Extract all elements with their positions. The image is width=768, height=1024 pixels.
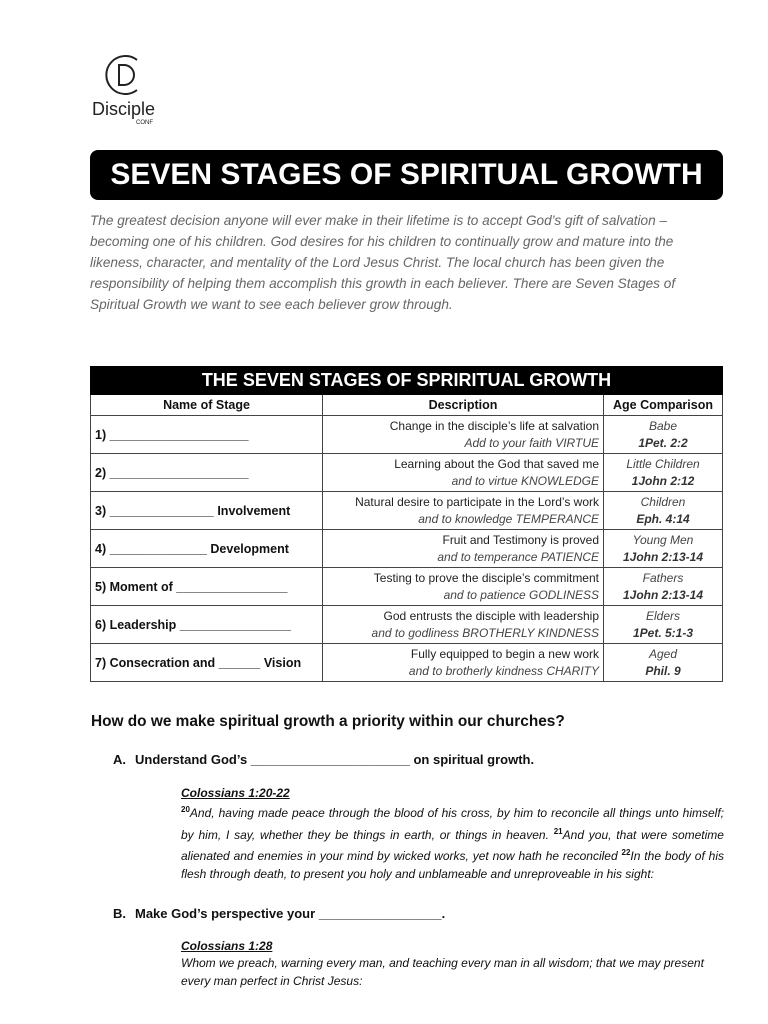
stage-description: Fruit and Testimony is proved (442, 532, 599, 547)
logo-sub: CONF (136, 120, 153, 126)
stage-description: Testing to prove the disciple’s commitment (373, 570, 599, 585)
stage-virtue: and to virtue KNOWLEDGE (451, 473, 599, 488)
age-comparison: Little Children (626, 456, 700, 471)
age-reference: 1Pet. 5:1-3 (632, 625, 694, 640)
age-comparison: Young Men (632, 532, 694, 547)
scripture-reference: Colossians 1:28 (181, 939, 273, 953)
logo-brand: Disciple (92, 99, 156, 119)
stage-description: Change in the disciple’s life at salvation (389, 418, 599, 433)
stage-virtue: Add to your faith VIRTUE (464, 435, 599, 450)
stages-table (90, 366, 723, 682)
logo-circle-icon (103, 52, 145, 98)
age-comparison: Children (640, 494, 686, 509)
table-row (91, 454, 723, 492)
age-reference: Phil. 9 (645, 663, 681, 678)
stage-name: 6) Leadership ________________ (91, 606, 323, 644)
stage-description: Fully equipped to begin a new work (410, 646, 599, 661)
stage-virtue: and to temperance PATIENCE (437, 549, 599, 564)
stage-virtue: and to brotherly kindness CHARITY (408, 663, 599, 678)
col-header-name: Name of Stage (91, 395, 323, 416)
verse-number: 22 (621, 848, 631, 857)
scripture-reference: Colossians 1:20-22 (181, 786, 290, 800)
stage-virtue: and to godliness BROTHERLY KINDNESS (371, 625, 599, 640)
age-comparison: Fathers (642, 570, 684, 585)
stage-name: 2) ____________________ (91, 454, 323, 492)
table-title: THE SEVEN STAGES OF SPRIRITUAL GROWTH (91, 367, 723, 395)
stage-description: Learning about the God that saved me (394, 456, 599, 471)
stage-name: 5) Moment of ________________ (91, 568, 323, 606)
section-question: How do we make spiritual growth a priority within our churches? (91, 713, 565, 730)
verse-text: In the body of his flesh through death, to present you holy and unblameable and unreproveable in his sight: (181, 849, 724, 881)
age-reference: Eph. 4:14 (636, 511, 690, 526)
stage-name: 7) Consecration and ______ Vision (91, 644, 323, 682)
stage-name: 4) ______________ Development (91, 530, 323, 568)
point-text: Make God’s perspective your _________________. (135, 906, 446, 921)
stage-description: Natural desire to participate in the Lord’s work (355, 494, 599, 509)
verse-number: 21 (553, 826, 563, 836)
point-a (113, 752, 534, 767)
point-letter: B. (113, 906, 126, 921)
page-title: SEVEN STAGES OF SPIRITUAL GROWTH (90, 150, 723, 200)
point-text: Understand God’s ______________________ on spiritual growth. (135, 752, 535, 767)
verse-number: 20 (181, 805, 190, 814)
age-reference: 1Pet. 2:2 (638, 435, 688, 450)
age-comparison: Aged (648, 646, 678, 661)
col-header-description: Description (323, 395, 604, 416)
table-row (91, 644, 723, 682)
age-reference: 1John 2:13-14 (622, 587, 704, 602)
stage-virtue: and to knowledge TEMPERANCE (418, 511, 599, 526)
stage-virtue: and to patience GODLINESS (443, 587, 599, 602)
disciple-conf-logo (92, 52, 164, 128)
age-comparison: Elders (645, 608, 680, 623)
stage-name: 3) _______________ Involvement (91, 492, 323, 530)
verse-text: And you, that were sometime alienated and enemies in your mind by wicked works, yet now hath he reconciled (181, 827, 724, 863)
table-row (91, 530, 723, 568)
intro-paragraph: The greatest decision anyone will ever make in their lifetime is to accept God’s gift of salvation – becoming one of his children. God desires for his children to continually grow and mature into the likeness, character, and mentality of the Lord Jesus Christ. The local church has been given the responsibility of helping them accomplish this growth in each believer. There are Seven Stages of Spiritual Growth we want to see each believer grow through. (90, 213, 676, 312)
table-row (91, 416, 723, 454)
age-comparison: Babe (648, 418, 678, 433)
point-b (113, 906, 445, 921)
stage-name: 1) ____________________ (91, 416, 323, 454)
table-row (91, 606, 723, 644)
table-row (91, 568, 723, 606)
point-letter: A. (113, 752, 126, 767)
col-header-age: Age Comparison (604, 395, 723, 416)
scripture-verse (181, 801, 724, 883)
table-row (91, 492, 723, 530)
age-reference: 1John 2:12 (631, 473, 695, 488)
scripture-verse: Whom we preach, warning every man, and teaching every man in all wisdom; that we may present every man perfect in Christ Jesus: (181, 956, 704, 988)
verse-text: And, having made peace through the blood of his cross, by him to reconcile all things unto himself; by him, I say, whether they be things in earth, or things in heaven. (181, 806, 724, 842)
age-reference: 1John 2:13-14 (622, 549, 704, 564)
stage-description: God entrusts the disciple with leadership (383, 608, 599, 623)
